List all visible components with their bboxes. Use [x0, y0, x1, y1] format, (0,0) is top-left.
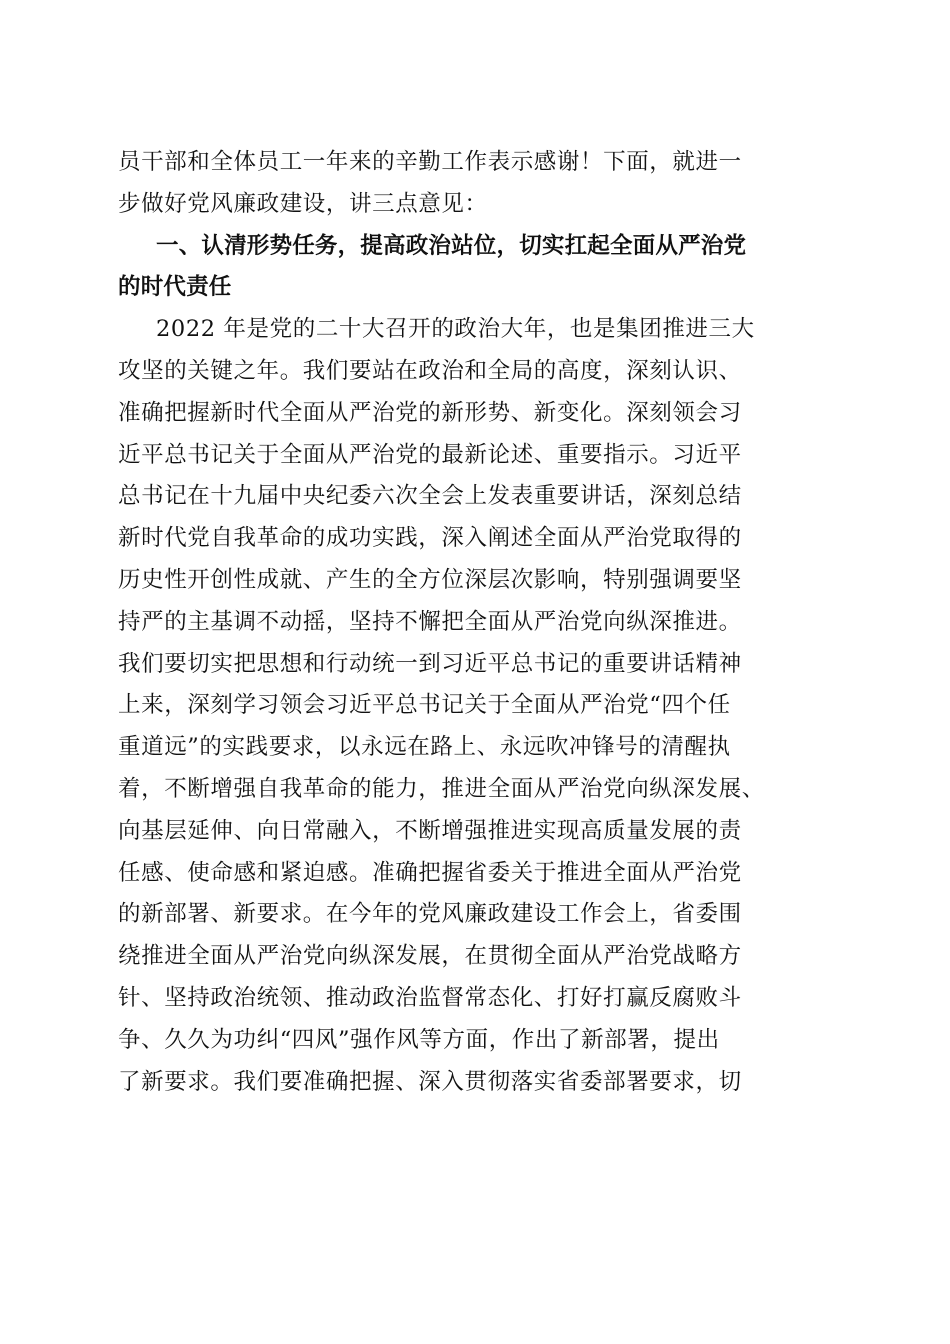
body-line: 我们要切实把思想和行动统一到习近平总书记的重要讲话精神 [118, 650, 742, 677]
body-line: 的新部署、新要求。在今年的党风廉政建设工作会上，省委围 [118, 901, 742, 928]
document-body [118, 142, 838, 1103]
body-line: 持严的主基调不动摇，坚持不懈把全面从严治党向纵深推进。 [118, 608, 742, 635]
body-line: 针、坚持政治统领、推动政治监督常态化、打好打赢反腐败斗 [118, 984, 742, 1011]
body-line: 上来，深刻学习领会习近平总书记关于全面从严治党“四个任 [118, 692, 731, 719]
body-line: 争、久久为功纠“四风”强作风等方面，作出了新部署，提出 [118, 1026, 720, 1053]
section-heading-line: 的时代责任 [118, 274, 232, 301]
body-line: 2022 年是党的二十大召开的政治大年，也是集团推进三大 [156, 316, 755, 343]
section-heading-line: 一、认清形势任务，提高政治站位，切实扛起全面从严治党 [156, 232, 747, 259]
body-line: 了新要求。我们要准确把握、深入贯彻落实省委部署要求，切 [118, 1068, 742, 1095]
body-line: 攻坚的关键之年。我们要站在政治和全局的高度，深刻认识、 [118, 357, 742, 384]
body-line: 近平总书记关于全面从严治党的最新论述、重要指示。习近平 [118, 441, 742, 468]
intro-line: 员干部和全体员工一年来的辛勤工作表示感谢！下面，就进一 [118, 149, 742, 175]
body-line: 重道远”的实践要求，以永远在路上、永远吹冲锋号的清醒执 [118, 734, 731, 761]
body-line: 新时代党自我革命的成功实践，深入阐述全面从严治党取得的 [118, 525, 742, 552]
body-line: 着，不断增强自我革命的能力，推进全面从严治党向纵深发展、 [118, 775, 765, 802]
body-line: 任感、使命感和紧迫感。准确把握省委关于推进全面从严治党 [118, 859, 742, 886]
body-line: 向基层延伸、向日常融入，不断增强推进实现高质量发展的责 [118, 817, 742, 844]
body-line: 历史性开创性成就、产生的全方位深层次影响，特别强调要坚 [118, 566, 742, 593]
intro-line: 步做好党风廉政建设，讲三点意见： [118, 190, 488, 217]
body-line: 总书记在十九届中央纪委六次全会上发表重要讲话，深刻总结 [118, 483, 742, 510]
body-line: 绕推进全面从严治党向纵深发展，在贯彻全面从严治党战略方 [118, 943, 742, 970]
body-line: 准确把握新时代全面从严治党的新形势、新变化。深刻领会习 [118, 399, 742, 426]
